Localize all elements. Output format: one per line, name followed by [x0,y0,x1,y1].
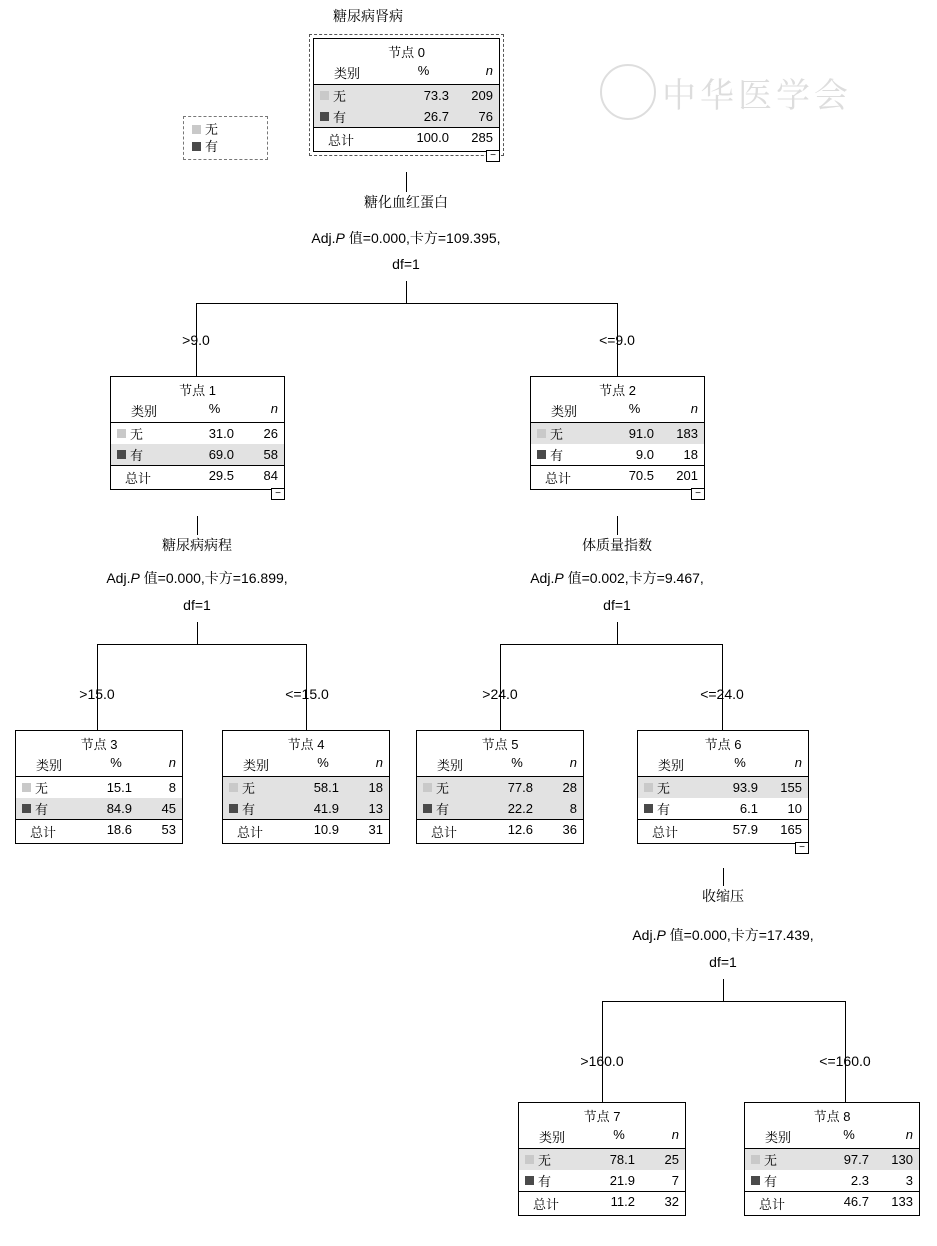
row-n: 10 [787,801,802,816]
node-total-row [16,819,182,843]
edge-label: <=15.0 [285,686,329,702]
row-percent: 97.7 [843,1152,869,1167]
swatch-light-icon [117,429,126,438]
header-percent: % [511,755,523,770]
node-title: 节点 4 [287,737,325,752]
edge-label: >15.0 [79,686,115,702]
row-n: 18 [368,780,383,795]
total-percent: 12.6 [507,822,533,837]
row-percent: 31.0 [208,426,234,441]
node-total-row [638,819,808,843]
total-percent: 46.7 [843,1194,869,1209]
node-table-header [111,401,284,423]
row-percent: 77.8 [507,780,533,795]
tree-node-node2[interactable] [530,376,705,499]
header-category: 类别 [36,758,63,773]
connector-line [845,1001,846,1102]
header-n: n [690,401,698,416]
total-n: 165 [780,822,802,837]
header-percent: % [613,1127,625,1142]
row-n: 130 [891,1152,913,1167]
connector-line [500,644,722,645]
header-category: 类别 [334,66,361,81]
legend-swatch-dark-icon [192,142,201,151]
split-stat-prefix: Adj. [632,927,657,943]
tree-node-node7[interactable] [518,1102,686,1216]
split-stat-rest: 值=0.000,卡方=17.439, [665,927,814,943]
node-title: 节点 7 [583,1109,621,1124]
row-label: 无 [333,89,347,104]
split-variable-label: 收缩压 [702,888,744,904]
connector-line [406,281,407,303]
row-percent: 78.1 [609,1152,635,1167]
header-category: 类别 [539,1130,566,1145]
swatch-dark-icon [537,450,546,459]
swatch-dark-icon [525,1176,534,1185]
connector-line [723,868,724,886]
collapse-button[interactable]: − [795,842,809,854]
total-n: 84 [263,468,278,483]
total-label: 总计 [533,1197,560,1212]
node-row [519,1149,685,1170]
row-percent: 15.1 [106,780,132,795]
total-label: 总计 [328,133,355,148]
node-row [223,777,389,798]
total-label: 总计 [759,1197,786,1212]
node-row [417,777,583,798]
swatch-light-icon [525,1155,534,1164]
total-percent: 70.5 [628,468,654,483]
swatch-light-icon [537,429,546,438]
header-n: n [671,1127,679,1142]
row-percent: 21.9 [609,1173,635,1188]
node-row [638,777,808,798]
header-n: n [168,755,176,770]
node-row [531,423,704,444]
row-label: 有 [333,110,347,125]
split-stat-rest: 值=0.000,卡方=109.395, [344,230,501,246]
collapse-button[interactable]: − [691,488,705,500]
row-label: 无 [35,781,49,796]
node-row [16,777,182,798]
total-label: 总计 [237,825,264,840]
swatch-light-icon [229,783,238,792]
node-table-header [314,63,499,85]
legend-label: 无 [205,122,219,137]
header-category: 类别 [243,758,270,773]
connector-line [617,622,618,644]
row-n: 45 [161,801,176,816]
connector-line [617,516,618,535]
total-n: 133 [891,1194,913,1209]
connector-line [196,303,617,304]
edge-label: <=160.0 [819,1053,871,1069]
row-n: 8 [168,780,176,795]
total-label: 总计 [125,471,152,486]
legend-item [192,121,257,138]
row-n: 18 [683,447,698,462]
row-n: 76 [478,109,493,124]
collapse-button[interactable]: − [486,150,500,162]
header-percent: % [628,401,641,416]
header-n: n [375,755,383,770]
row-n: 155 [780,780,802,795]
row-n: 25 [664,1152,679,1167]
page-title: 糖尿病肾病 [333,8,403,24]
connector-line [723,979,724,1001]
row-label: 有 [550,448,564,463]
legend-swatch-light-icon [192,125,201,134]
split-df-line: df=1 [709,954,737,970]
node-table-header [745,1127,919,1149]
node-row [111,423,284,444]
row-label: 有 [242,802,256,817]
node-total-row [531,465,704,489]
node-row [223,798,389,819]
total-label: 总计 [431,825,458,840]
edge-label: >9.0 [182,332,210,348]
connector-line [197,622,198,644]
node-total-row [417,819,583,843]
split-stat-line [57,568,337,588]
connector-line [602,1001,845,1002]
row-percent: 93.9 [732,780,758,795]
header-n: n [569,755,577,770]
node-table-header [531,401,704,423]
swatch-dark-icon [644,804,653,813]
split-stat-prefix: Adj. [311,230,336,246]
edge-label: <=9.0 [599,332,635,348]
row-n: 7 [671,1173,679,1188]
header-n: n [905,1127,913,1142]
header-percent: % [843,1127,855,1142]
header-percent: % [734,755,746,770]
tree-node-node8[interactable] [744,1102,920,1216]
total-n: 32 [664,1194,679,1209]
split-variable-label: 糖化血红蛋白 [364,194,448,210]
swatch-dark-icon [117,450,126,459]
swatch-light-icon [22,783,31,792]
swatch-dark-icon [751,1176,760,1185]
header-category: 类别 [551,404,578,419]
row-n: 183 [676,426,698,441]
row-percent: 84.9 [106,801,132,816]
row-n: 209 [471,88,493,103]
swatch-dark-icon [22,804,31,813]
row-percent: 26.7 [423,109,449,124]
connector-line [197,516,198,535]
total-n: 53 [161,822,176,837]
node-row [745,1149,919,1170]
node-total-row [111,465,284,489]
tree-node-node0[interactable] [313,38,500,161]
header-percent: % [110,755,122,770]
split-df-line: df=1 [183,597,211,613]
tree-node-node3[interactable] [15,730,183,844]
node-table-header [638,755,808,777]
total-percent: 29.5 [208,468,234,483]
legend-item [192,138,257,155]
total-n: 36 [562,822,577,837]
legend [183,116,268,160]
split-variable-label: 糖尿病病程 [162,537,232,553]
row-label: 有 [538,1174,552,1189]
row-label: 有 [657,802,671,817]
node-row [314,106,499,127]
row-percent: 2.3 [850,1173,869,1188]
split-stat-p: P [554,570,564,586]
row-percent: 9.0 [635,447,654,462]
split-df-line: df=1 [392,256,420,272]
total-percent: 11.2 [610,1194,635,1209]
node-row [638,798,808,819]
header-percent: % [208,401,221,416]
node-title: 节点 0 [388,45,425,60]
row-label: 无 [657,781,671,796]
watermark-seal-icon [600,64,656,120]
row-percent: 91.0 [628,426,654,441]
split-stat-p: P [656,927,666,943]
collapse-button[interactable]: − [271,488,285,500]
node-table-header [417,755,583,777]
node-table-header [16,755,182,777]
split-df-line: df=1 [603,597,631,613]
row-n: 58 [263,447,278,462]
total-percent: 57.9 [732,822,758,837]
header-n: n [485,63,493,78]
split-stat-rest: 值=0.002,卡方=9.467, [563,570,704,586]
node-row [745,1170,919,1191]
total-n: 31 [368,822,383,837]
tree-node-node4[interactable] [222,730,390,844]
split-stat-prefix: Adj. [106,570,131,586]
node-row [111,444,284,465]
node-title: 节点 2 [599,383,636,398]
node-title: 节点 5 [481,737,519,752]
row-percent: 41.9 [313,801,339,816]
node-total-row [223,819,389,843]
swatch-dark-icon [229,804,238,813]
row-label: 无 [242,781,256,796]
row-percent: 69.0 [208,447,234,462]
connector-line [406,172,407,192]
row-n: 8 [569,801,577,816]
row-label: 有 [130,448,144,463]
row-percent: 6.1 [739,801,758,816]
swatch-light-icon [644,783,653,792]
node-row [531,444,704,465]
split-stat-p: P [130,570,140,586]
split-variable-label: 体质量指数 [582,537,652,553]
total-label: 总计 [545,471,572,486]
row-label: 有 [436,802,450,817]
node-row [519,1170,685,1191]
node-table-header [223,755,389,777]
node-row [16,798,182,819]
swatch-light-icon [423,783,432,792]
watermark-text: 中华医学会 [662,78,852,115]
row-n: 28 [562,780,577,795]
row-label: 有 [35,802,49,817]
row-label: 有 [764,1174,778,1189]
split-stat-p: P [335,230,345,246]
total-n: 201 [676,468,698,483]
node-title: 节点 6 [704,737,742,752]
tree-node-node1[interactable] [110,376,285,499]
node-title: 节点 8 [813,1109,851,1124]
total-label: 总计 [30,825,57,840]
header-n: n [794,755,802,770]
node-total-row [519,1191,685,1215]
row-n: 26 [263,426,278,441]
node-title: 节点 1 [179,383,216,398]
connector-line [97,644,306,645]
row-n: 3 [905,1173,913,1188]
split-stat-line [583,925,863,945]
total-percent: 18.6 [106,822,132,837]
header-category: 类别 [658,758,685,773]
row-percent: 22.2 [507,801,533,816]
node-total-row [314,127,499,151]
edge-label: <=24.0 [700,686,744,702]
legend-label: 有 [205,139,219,154]
node-row [417,798,583,819]
total-percent: 10.9 [313,822,339,837]
header-category: 类别 [765,1130,792,1145]
edge-label: >160.0 [580,1053,624,1069]
tree-node-node5[interactable] [416,730,584,844]
split-stat-line [256,228,556,248]
watermark [600,62,890,122]
row-label: 无 [764,1153,778,1168]
total-n: 285 [471,130,493,145]
edge-label: >24.0 [482,686,518,702]
row-label: 无 [550,427,564,442]
swatch-dark-icon [320,112,329,121]
split-stat-line [482,568,752,588]
header-category: 类别 [437,758,464,773]
swatch-light-icon [751,1155,760,1164]
row-label: 无 [130,427,144,442]
row-label: 无 [436,781,450,796]
node-row [314,85,499,106]
row-n: 13 [368,801,383,816]
total-label: 总计 [652,825,679,840]
swatch-light-icon [320,91,329,100]
row-label: 无 [538,1153,552,1168]
header-percent: % [317,755,329,770]
split-stat-prefix: Adj. [530,570,555,586]
total-percent: 100.0 [416,130,449,145]
header-n: n [270,401,278,416]
node-total-row [745,1191,919,1215]
row-percent: 58.1 [313,780,339,795]
node-table-header [519,1127,685,1149]
split-stat-rest: 值=0.000,卡方=16.899, [139,570,288,586]
header-percent: % [417,63,430,78]
swatch-dark-icon [423,804,432,813]
connector-line [602,1001,603,1102]
tree-node-node6[interactable] [637,730,809,853]
node-title: 节点 3 [80,737,118,752]
row-percent: 73.3 [423,88,449,103]
header-category: 类别 [131,404,158,419]
